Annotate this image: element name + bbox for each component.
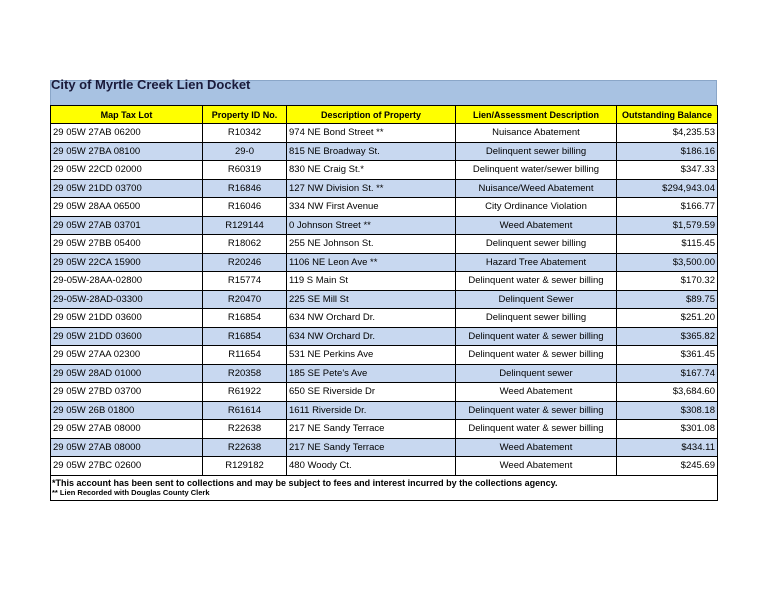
- cell-lien-description: Delinquent water & sewer billing: [456, 272, 617, 291]
- cell-map-tax-lot: 29-05W-28AA-02800: [51, 272, 203, 291]
- cell-balance: $3,684.60: [617, 383, 718, 402]
- cell-property-id: R20470: [203, 290, 287, 309]
- cell-map-tax-lot: 29 05W 21DD 03700: [51, 179, 203, 198]
- note-collections: *This account has been sent to collections and may be subject to fees and interest incurred by the collections agency.: [52, 477, 558, 488]
- cell-balance: $294,943.04: [617, 179, 718, 198]
- cell-property-id: R16854: [203, 327, 287, 346]
- cell-balance: $115.45: [617, 235, 718, 254]
- cell-description: 185 SE Pete's Ave: [287, 364, 456, 383]
- table-row: [51, 235, 718, 254]
- table-row: [51, 457, 718, 476]
- cell-description: 0 Johnson Street **: [287, 216, 456, 235]
- cell-map-tax-lot: 29 05W 27BC 02600: [51, 457, 203, 476]
- cell-balance: $251.20: [617, 309, 718, 328]
- cell-lien-description: Weed Abatement: [456, 457, 617, 476]
- cell-lien-description: Weed Abatement: [456, 383, 617, 402]
- cell-property-id: R61922: [203, 383, 287, 402]
- cell-map-tax-lot: 29 05W 22CD 02000: [51, 161, 203, 180]
- table-row: [51, 401, 718, 420]
- cell-description: 217 NE Sandy Terrace: [287, 438, 456, 457]
- cell-property-id: R129182: [203, 457, 287, 476]
- table-row: [51, 346, 718, 365]
- cell-description: 255 NE Johnson St.: [287, 235, 456, 254]
- cell-balance: $347.33: [617, 161, 718, 180]
- col-header-lien-description: Lien/Assessment Description: [456, 106, 617, 124]
- cell-map-tax-lot: 29 05W 27BB 05400: [51, 235, 203, 254]
- cell-lien-description: Hazard Tree Abatement: [456, 253, 617, 272]
- col-header-property-id: Property ID No.: [203, 106, 287, 124]
- cell-description: 974 NE Bond Street **: [287, 124, 456, 143]
- cell-balance: $434.11: [617, 438, 718, 457]
- cell-balance: $301.08: [617, 420, 718, 439]
- cell-lien-description: Delinquent Sewer: [456, 290, 617, 309]
- cell-description: 531 NE Perkins Ave: [287, 346, 456, 365]
- cell-property-id: R20358: [203, 364, 287, 383]
- cell-lien-description: Delinquent water & sewer billing: [456, 420, 617, 439]
- table-row: [51, 309, 718, 328]
- cell-description: 217 NE Sandy Terrace: [287, 420, 456, 439]
- cell-map-tax-lot: 29 05W 27AA 02300: [51, 346, 203, 365]
- cell-property-id: R16854: [203, 309, 287, 328]
- cell-map-tax-lot: 29 05W 27AB 08000: [51, 420, 203, 439]
- cell-property-id: R129144: [203, 216, 287, 235]
- cell-description: 815 NE Broadway St.: [287, 142, 456, 161]
- cell-lien-description: Delinquent sewer billing: [456, 142, 617, 161]
- cell-property-id: R22638: [203, 438, 287, 457]
- cell-map-tax-lot: 29 05W 28AD 01000: [51, 364, 203, 383]
- table-row: [51, 198, 718, 217]
- cell-map-tax-lot: 29 05W 28AA 06500: [51, 198, 203, 217]
- cell-lien-description: Nuisance/Weed Abatement: [456, 179, 617, 198]
- cell-property-id: R15774: [203, 272, 287, 291]
- cell-map-tax-lot: 29 05W 26B 01800: [51, 401, 203, 420]
- notes: [50, 476, 718, 501]
- cell-description: 334 NW First Avenue: [287, 198, 456, 217]
- note-recorded: ** Lien Recorded with Douglas County Clerk: [52, 487, 210, 497]
- title-bar: [50, 77, 717, 105]
- cell-description: 634 NW Orchard Dr.: [287, 309, 456, 328]
- cell-property-id: R16046: [203, 198, 287, 217]
- cell-balance: $186.16: [617, 142, 718, 161]
- header-row: [51, 106, 718, 124]
- cell-map-tax-lot: 29 05W 27AB 03701: [51, 216, 203, 235]
- table-row: [51, 327, 718, 346]
- cell-lien-description: Delinquent water & sewer billing: [456, 327, 617, 346]
- cell-lien-description: Weed Abatement: [456, 216, 617, 235]
- cell-description: 650 SE Riverside Dr: [287, 383, 456, 402]
- table-row: [51, 179, 718, 198]
- cell-property-id: R22638: [203, 420, 287, 439]
- table-row: [51, 142, 718, 161]
- cell-description: 480 Woody Ct.: [287, 457, 456, 476]
- cell-property-id: 29-0: [203, 142, 287, 161]
- cell-lien-description: Delinquent sewer billing: [456, 235, 617, 254]
- cell-balance: $89.75: [617, 290, 718, 309]
- cell-property-id: R60319: [203, 161, 287, 180]
- cell-description: 127 NW Division St. **: [287, 179, 456, 198]
- lien-table: [50, 105, 718, 476]
- cell-lien-description: Weed Abatement: [456, 438, 617, 457]
- cell-map-tax-lot: 29 05W 27AB 06200: [51, 124, 203, 143]
- cell-description: 1611 Riverside Dr.: [287, 401, 456, 420]
- cell-map-tax-lot: 29 05W 22CA 15900: [51, 253, 203, 272]
- cell-lien-description: Delinquent water/sewer billing: [456, 161, 617, 180]
- cell-map-tax-lot: 29 05W 27AB 08000: [51, 438, 203, 457]
- cell-description: 634 NW Orchard Dr.: [287, 327, 456, 346]
- cell-property-id: R10342: [203, 124, 287, 143]
- cell-map-tax-lot: 29-05W-28AD-03300: [51, 290, 203, 309]
- cell-property-id: R16846: [203, 179, 287, 198]
- cell-map-tax-lot: 29 05W 27BD 03700: [51, 383, 203, 402]
- cell-balance: $167.74: [617, 364, 718, 383]
- cell-map-tax-lot: 29 05W 21DD 03600: [51, 327, 203, 346]
- col-header-balance: Outstanding Balance: [617, 106, 718, 124]
- col-header-map-tax-lot: Map Tax Lot: [51, 106, 203, 124]
- cell-balance: $365.82: [617, 327, 718, 346]
- cell-balance: $4,235.53: [617, 124, 718, 143]
- table-row: [51, 253, 718, 272]
- cell-map-tax-lot: 29 05W 21DD 03600: [51, 309, 203, 328]
- cell-lien-description: Delinquent water & sewer billing: [456, 346, 617, 365]
- cell-description: 1106 NE Leon Ave **: [287, 253, 456, 272]
- cell-description: 119 S Main St: [287, 272, 456, 291]
- cell-balance: $166.77: [617, 198, 718, 217]
- cell-property-id: R11654: [203, 346, 287, 365]
- cell-balance: $3,500.00: [617, 253, 718, 272]
- cell-description: 830 NE Craig St.*: [287, 161, 456, 180]
- lien-docket-sheet: [50, 77, 717, 501]
- cell-map-tax-lot: 29 05W 27BA 08100: [51, 142, 203, 161]
- table-row: [51, 383, 718, 402]
- cell-lien-description: Nuisance Abatement: [456, 124, 617, 143]
- cell-lien-description: Delinquent sewer: [456, 364, 617, 383]
- cell-balance: $308.18: [617, 401, 718, 420]
- cell-lien-description: Delinquent water & sewer billing: [456, 401, 617, 420]
- table-row: [51, 364, 718, 383]
- cell-property-id: R61614: [203, 401, 287, 420]
- table-row: [51, 216, 718, 235]
- cell-lien-description: City Ordinance Violation: [456, 198, 617, 217]
- col-header-description: Description of Property: [287, 106, 456, 124]
- table-row: [51, 438, 718, 457]
- cell-balance: $170.32: [617, 272, 718, 291]
- cell-balance: $361.45: [617, 346, 718, 365]
- cell-balance: $245.69: [617, 457, 718, 476]
- page-title: City of Myrtle Creek Lien Docket: [51, 77, 251, 92]
- cell-property-id: R18062: [203, 235, 287, 254]
- table-row: [51, 420, 718, 439]
- cell-property-id: R20246: [203, 253, 287, 272]
- cell-balance: $1,579.59: [617, 216, 718, 235]
- cell-description: 225 SE Mill St: [287, 290, 456, 309]
- table-row: [51, 272, 718, 291]
- cell-lien-description: Delinquent sewer billing: [456, 309, 617, 328]
- table-row: [51, 124, 718, 143]
- table-row: [51, 290, 718, 309]
- table-row: [51, 161, 718, 180]
